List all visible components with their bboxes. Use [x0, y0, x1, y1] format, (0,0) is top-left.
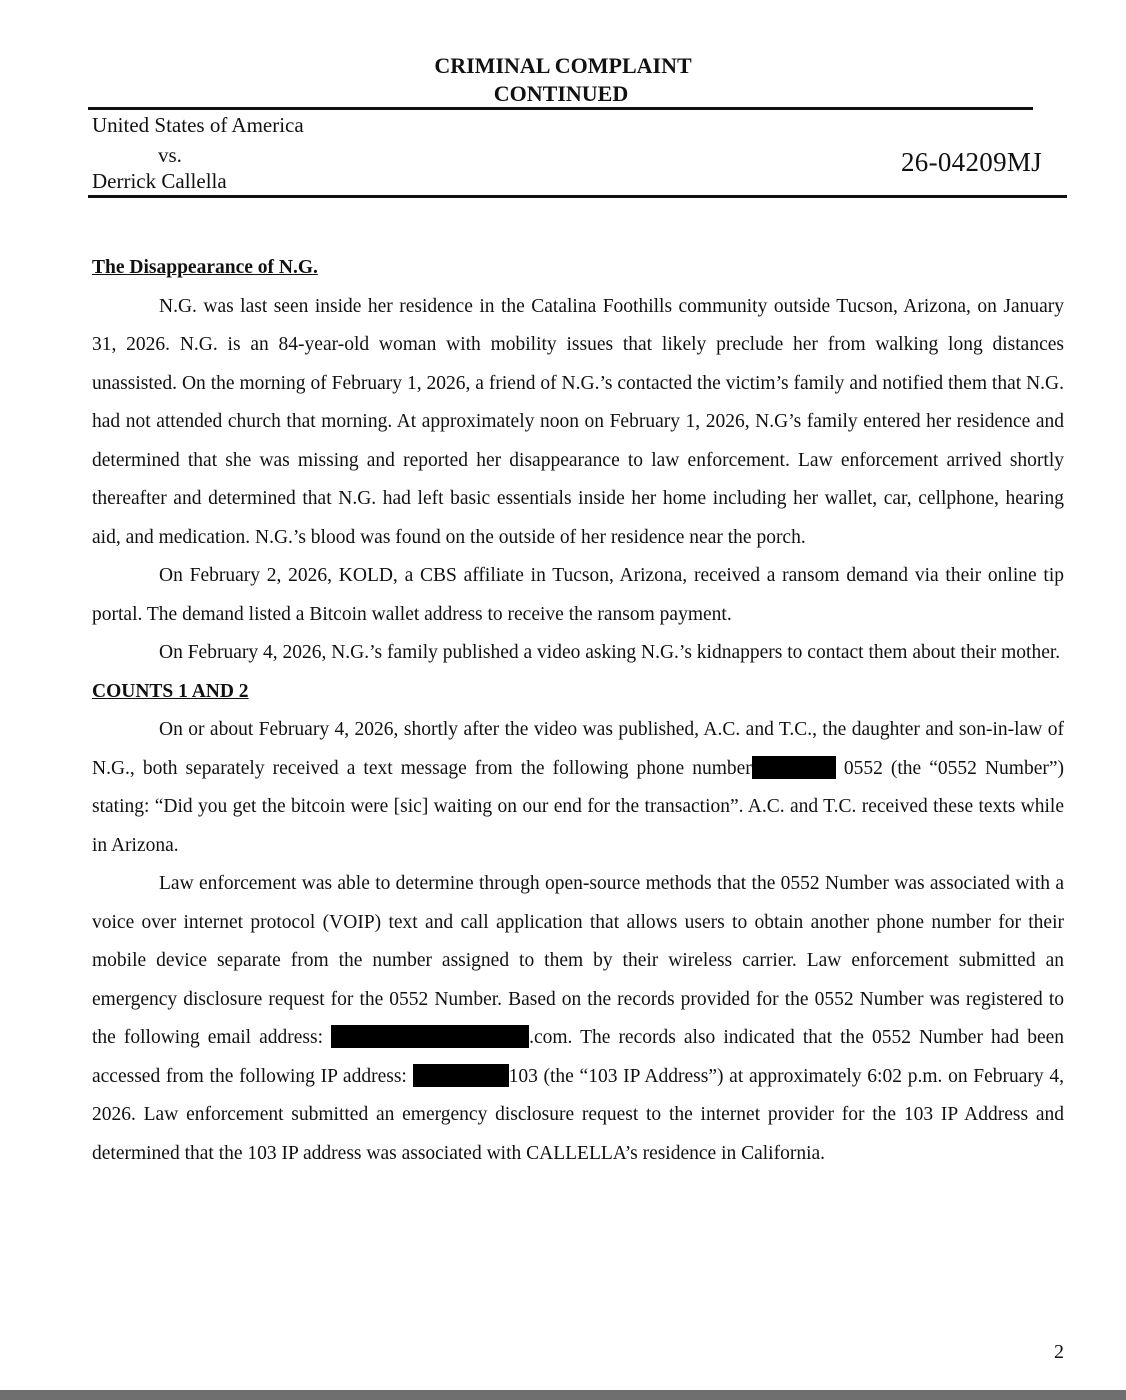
- caption-versus: vs.: [158, 143, 182, 167]
- complaint-title-line1: CRIMINAL COMPLAINT: [434, 53, 692, 78]
- caption-plaintiff: United States of America: [92, 113, 304, 137]
- paragraph-disappearance-1: N.G. was last seen inside her residence in the Catalina Foothills community outside Tucson, Arizona, on January 31, 2026. N.G. is an 84-year-old woman with mobility issues that likely preclude her from walking long distances unassisted. On the morning of February 1, 2026, a friend of N.G.’s contacted the victim’s family and notified them that N.G. had not attended church that morning. At approximately noon on February 1, 2026, N.G’s family entered her residence and determined that she was missing and reported her disappearance to law enforcement. Law enforcement arrived shortly thereafter and determined that N.G. had left basic essentials inside her home including her wallet, car, cellphone, hearing aid, and medication. N.G.’s blood was found on the outside of her residence near the porch.: [92, 295, 1064, 548]
- redacted-email-address: [331, 1025, 529, 1048]
- section-heading-disappearance: The Disappearance of N.G.: [92, 257, 318, 278]
- case-number: 26-04209MJ: [900, 147, 1042, 177]
- viewer-bottom-bar: [0, 1390, 1126, 1400]
- paragraph-counts-1: [92, 711, 1064, 865]
- complaint-title-line2: CONTINUED: [493, 81, 629, 106]
- caption-top-rule: [88, 107, 1033, 110]
- paragraph-counts-2: [92, 865, 1064, 1173]
- paragraph-disappearance-3: On February 4, 2026, N.G.’s family published a video asking N.G.’s kidnappers to contact them about their mother.: [159, 642, 1061, 663]
- paragraph-counts-1-before: On or about February 4, 2026, shortly after the video was published, A.C. and T.C., the daughter and son-in-law of N.G., both separately received a text message from the following phone number: [92, 719, 1064, 779]
- paragraph-counts-1-after: 0552 (the “0552 Number”) stating: “Did you get the bitcoin were [sic] waiting on our end for the transaction”. A.C. and T.C. received these texts while in Arizona.: [92, 757, 1064, 856]
- section-heading-counts: COUNTS 1 AND 2: [92, 680, 249, 702]
- complaint-body: [92, 249, 1064, 1173]
- page-number: 2: [1054, 1341, 1064, 1363]
- paragraph-counts-2-mid: .com. The records also indicated that the 0552 Number had been accessed from the following IP address:: [92, 1027, 1064, 1087]
- paragraph-counts-2-before: Law enforcement was able to determine through open-source methods that the 0552 Number was associated with a voice over internet protocol (VOIP) text and call application that allows users to obtain another phone number for their mobile device separate from the number assigned to them by their wireless carrier. Law enforcement submitted an emergency disclosure request for the 0552 Number. Based on the records provided for the 0552 Number was registered to the following email address:: [92, 873, 1064, 1048]
- caption-defendant: Derrick Callella: [92, 169, 227, 193]
- redacted-ip-address: [413, 1064, 509, 1087]
- paragraph-disappearance-2: On February 2, 2026, KOLD, a CBS affiliate in Tucson, Arizona, received a ransom demand via their online tip portal. The demand listed a Bitcoin wallet address to receive the ransom payment.: [92, 565, 1064, 625]
- caption-bottom-rule: [88, 195, 1067, 198]
- redacted-phone-number: [752, 756, 836, 779]
- paragraph-counts-2-after: 103 (the “103 IP Address”) at approximately 6:02 p.m. on February 4, 2026. Law enforcement submitted an emergency disclosure request to the internet provider for the 103 IP Address and determined that the 103 IP address was associated with CALLELLA’s residence in California.: [92, 1065, 1065, 1164]
